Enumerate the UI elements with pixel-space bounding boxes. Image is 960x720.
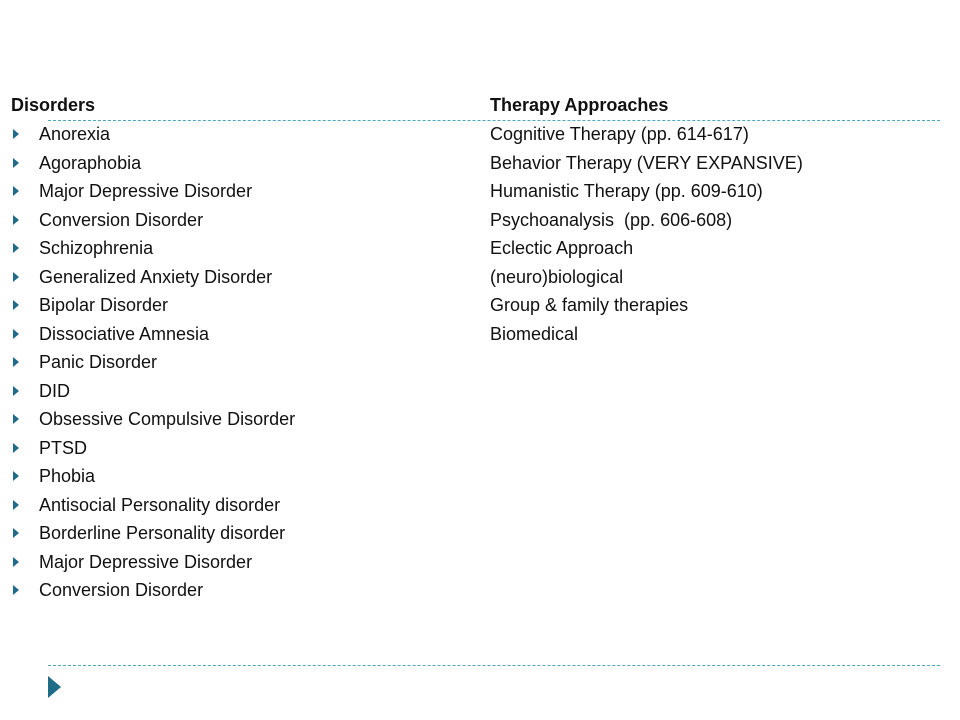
disorder-item	[11, 206, 295, 235]
triangle-bullet-icon	[13, 272, 19, 282]
therapy-approaches-header: Therapy Approaches	[490, 95, 669, 115]
disorder-item	[11, 576, 295, 605]
disorder-label: Agoraphobia	[39, 152, 142, 173]
footer-divider	[48, 665, 940, 666]
disorder-item	[11, 263, 295, 292]
therapy-item	[490, 234, 803, 263]
triangle-bullet-icon	[13, 357, 19, 367]
disorder-label: Major Depressive Disorder	[39, 181, 253, 201]
therapy-label: Humanistic Therapy (pp. 609-610)	[490, 181, 763, 201]
disorder-label: Generalized Anxiety Disorder	[39, 266, 273, 287]
disorder-label: Antisocial Personality disorder	[39, 494, 281, 515]
disorder-label: Panic Disorder	[39, 352, 158, 372]
disorder-item	[11, 177, 295, 206]
disorder-item	[11, 434, 295, 463]
disorder-item	[11, 491, 295, 520]
disorders-list	[11, 120, 295, 605]
therapy-label: Group & family therapies	[490, 295, 689, 315]
therapy-item	[490, 206, 803, 235]
therapy-label: (neuro)biological	[490, 266, 624, 287]
disorder-label: Phobia	[39, 466, 96, 486]
triangle-bullet-icon	[13, 386, 19, 396]
disorder-item	[11, 548, 295, 577]
disorder-label: Conversion Disorder	[39, 580, 204, 600]
triangle-bullet-icon	[13, 158, 19, 168]
therapy-label: Biomedical	[490, 323, 579, 344]
disorder-item	[11, 462, 295, 491]
disorder-label: Borderline Personality disorder	[39, 523, 286, 543]
disorder-label: DID	[39, 380, 70, 401]
disorder-label: Dissociative Amnesia	[39, 323, 210, 344]
disorder-item	[11, 120, 295, 149]
triangle-bullet-icon	[13, 186, 19, 196]
triangle-bullet-icon	[13, 585, 19, 595]
disorder-item	[11, 149, 295, 178]
disorders-header: Disorders	[11, 95, 96, 115]
triangle-bullet-icon	[13, 443, 19, 453]
disorder-label: Bipolar Disorder	[39, 295, 169, 315]
therapy-label: Eclectic Approach	[490, 238, 634, 258]
disorder-label: PTSD	[39, 437, 88, 458]
triangle-bullet-icon	[13, 129, 19, 139]
disorder-item	[11, 234, 295, 263]
disorder-label: Anorexia	[39, 124, 111, 144]
triangle-bullet-icon	[13, 300, 19, 310]
triangle-bullet-icon	[13, 414, 19, 424]
therapy-item	[490, 263, 803, 292]
therapy-item	[490, 120, 803, 149]
therapy-item	[490, 291, 803, 320]
disorder-item	[11, 291, 295, 320]
footer-arrow-icon	[48, 676, 61, 698]
disorder-item	[11, 519, 295, 548]
disorder-label: Obsessive Compulsive Disorder	[39, 409, 296, 429]
triangle-bullet-icon	[13, 557, 19, 567]
therapy-label: Behavior Therapy (VERY EXPANSIVE)	[490, 152, 803, 173]
disorder-label: Major Depressive Disorder	[39, 551, 253, 572]
triangle-bullet-icon	[13, 528, 19, 538]
disorder-item	[11, 320, 295, 349]
triangle-bullet-icon	[13, 471, 19, 481]
therapy-approaches-list	[490, 120, 803, 348]
therapy-item	[490, 149, 803, 178]
therapy-label: Psychoanalysis (pp. 606-608)	[490, 209, 733, 230]
disorder-label: Schizophrenia	[39, 238, 154, 258]
triangle-bullet-icon	[13, 500, 19, 510]
triangle-bullet-icon	[13, 329, 19, 339]
therapy-item	[490, 177, 803, 206]
therapy-label: Cognitive Therapy (pp. 614-617)	[490, 124, 749, 144]
disorder-label: Conversion Disorder	[39, 209, 204, 230]
disorder-item	[11, 348, 295, 377]
disorder-item	[11, 405, 295, 434]
disorder-item	[11, 377, 295, 406]
triangle-bullet-icon	[13, 215, 19, 225]
triangle-bullet-icon	[13, 243, 19, 253]
therapy-item	[490, 320, 803, 349]
